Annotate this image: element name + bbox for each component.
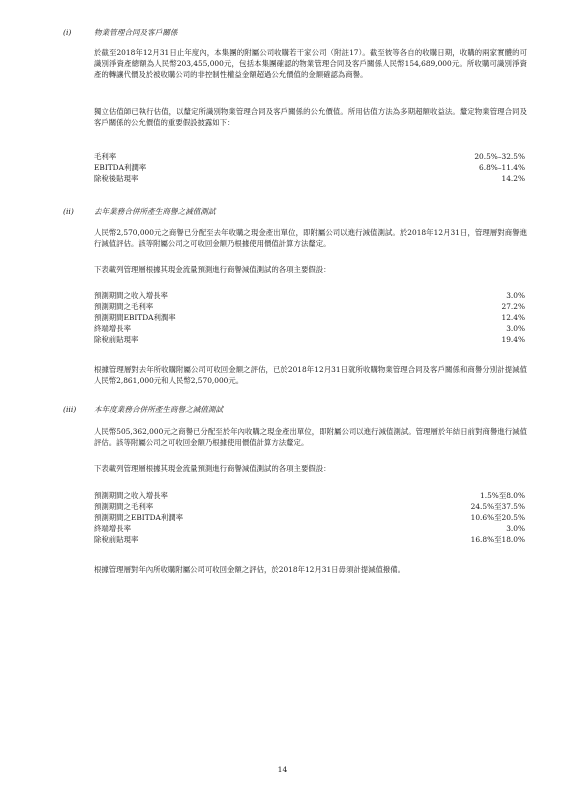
page-number: 14 — [277, 765, 288, 774]
table-row — [94, 512, 525, 523]
table-row — [94, 323, 525, 334]
paragraph: 人民幣2,570,000元之商譽已分配至去年收購之現金產出單位，即附屬公司以進行減值測試。於2018年12月31日，管理層對商譽進行減值評估。該等附屬公司之可收回金額乃根據使用價值計算方法釐定。 — [94, 228, 527, 249]
row-value: 3.0% — [506, 291, 525, 300]
row-label: 除稅後貼現率 — [94, 174, 139, 183]
table-row — [94, 501, 525, 512]
row-value: 6.8%–11.4% — [479, 163, 525, 172]
row-label: 預測期間之毛利率 — [94, 502, 154, 511]
row-value: 24.5%至37.5% — [470, 502, 525, 511]
row-label: EBITDA利潤率 — [94, 163, 147, 172]
assumptions-table — [94, 151, 525, 184]
row-label: 預測期間之毛利率 — [94, 302, 154, 311]
table-row — [94, 334, 525, 345]
row-label: 毛利率 — [94, 152, 117, 161]
table-row — [94, 290, 525, 301]
paragraph: 於截至2018年12月31日止年度內，本集團的附屬公司收購若干家公司（附註17）。截至彼等各自的收購日期，收購的兩家實體的可識別淨資產總額為人民幣203,455,000元，包括本集團確認的物業管理合同及客戶關係人民幣154,689,000元。所收購可識別淨資產的轉讓代價及於被收購公司的非控制性權益金額超過公允價值的金額確認為商譽。 — [94, 48, 527, 80]
section-title: 物業管理合同及客戶關係 — [94, 28, 178, 37]
paragraph: 獨立估值師已執行估值，以釐定所識別物業管理合同及客戶關係的公允價值。所用估值方法為多期超額收益法。釐定物業管理合同及客戶關係的公允價值的重要假設披露如下： — [94, 107, 527, 128]
section-title: 本年度業務合併所產生商譽之減值測試 — [94, 405, 224, 414]
closing-paragraph: 根據管理層對去年所收購附屬公司可收回金額之評估，已於2018年12月31日就所收購物業管理合同及客戶關係和商譽分別計提減值人民幣2,861,000元和人民幣2,570,000元。 — [94, 365, 527, 386]
row-label: 終端增長率 — [94, 324, 131, 333]
row-value: 14.2% — [501, 174, 525, 183]
row-label: 預測期間EBITDA利潤率 — [94, 313, 176, 322]
section-number: (ii) — [63, 207, 74, 216]
table-row — [94, 534, 525, 545]
assumptions-table — [94, 290, 525, 345]
section-heading — [63, 27, 525, 38]
row-value: 1.5%至8.0% — [480, 491, 525, 500]
section-heading — [63, 404, 525, 415]
table-row — [94, 151, 525, 162]
row-value: 3.0% — [506, 524, 525, 533]
section-heading — [63, 206, 525, 217]
row-value: 10.6%至20.5% — [470, 513, 525, 522]
section-number: (i) — [63, 28, 72, 37]
row-label: 除稅前貼現率 — [94, 535, 139, 544]
row-value: 20.5%–32.5% — [474, 152, 525, 161]
paragraph: 下表載列管理層根據其現金流量預測進行商譽減值測試的各項主要假設： — [94, 265, 331, 274]
row-value: 12.4% — [501, 313, 525, 322]
row-label: 預測期間之收入增長率 — [94, 291, 168, 300]
row-label: 終端增長率 — [94, 524, 131, 533]
row-value: 3.0% — [506, 324, 525, 333]
closing-paragraph: 根據管理層對年內所收購附屬公司可收回金額之評估，於2018年12月31日毋須計提減值撥備。 — [94, 565, 406, 574]
table-row — [94, 162, 525, 173]
row-label: 預測期間之EBITDA利潤率 — [94, 513, 184, 522]
table-row — [94, 312, 525, 323]
row-value: 27.2% — [501, 302, 525, 311]
paragraph: 下表載列管理層根據其現金流量預測進行商譽減值測試的各項主要假設： — [94, 464, 331, 473]
row-value: 19.4% — [501, 335, 525, 344]
row-label: 預測期間之收入增長率 — [94, 491, 168, 500]
row-value: 16.8%至18.0% — [470, 535, 525, 544]
assumptions-table — [94, 490, 525, 545]
section-number: (iii) — [63, 405, 77, 414]
section-title: 去年業務合併所產生商譽之減值測試 — [94, 207, 216, 216]
table-row — [94, 173, 525, 184]
table-row — [94, 301, 525, 312]
table-row — [94, 523, 525, 534]
paragraph: 人民幣505,362,000元之商譽已分配至於年內收購之現金產出單位，即附屬公司以進行減值測試。管理層於年結日前對商譽進行減值評估。該等附屬公司之可收回金額乃根據使用價值計算方法釐定。 — [94, 427, 527, 448]
table-row — [94, 490, 525, 501]
row-label: 除稅前貼現率 — [94, 335, 139, 344]
